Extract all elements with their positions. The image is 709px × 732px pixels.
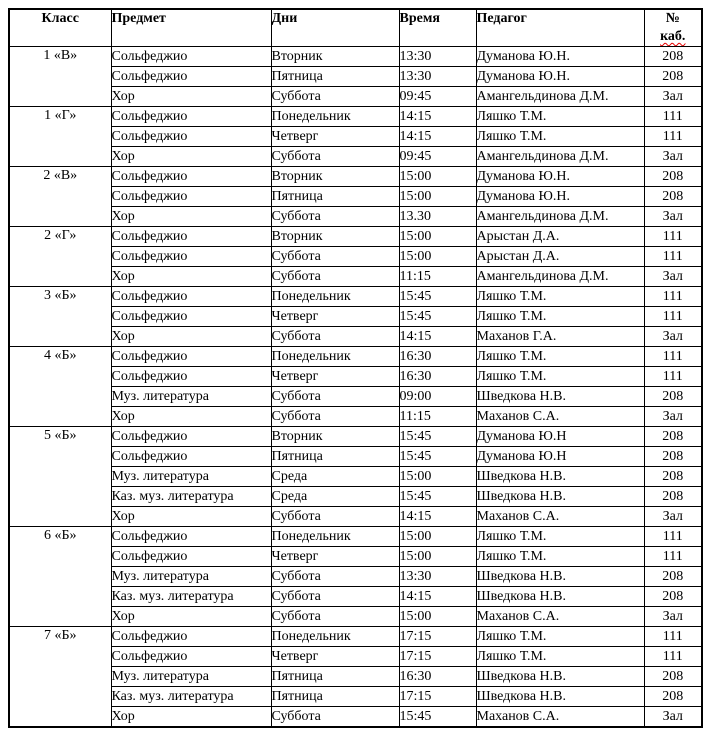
room-cell: Зал bbox=[644, 707, 702, 728]
day-cell: Понедельник bbox=[271, 627, 399, 647]
teacher-cell: Думанова Ю.Н. bbox=[476, 67, 644, 87]
subject-cell: Муз. литература bbox=[111, 387, 271, 407]
time-cell: 15:45 bbox=[399, 707, 476, 728]
class-cell: 4 «Б» bbox=[9, 347, 111, 427]
subject-cell: Сольфеджио bbox=[111, 107, 271, 127]
teacher-cell: Маханов С.А. bbox=[476, 507, 644, 527]
room-cell: 111 bbox=[644, 627, 702, 647]
schedule-table bbox=[8, 8, 703, 728]
time-cell: 15:00 bbox=[399, 167, 476, 187]
teacher-cell: Амангельдинова Д.М. bbox=[476, 267, 644, 287]
time-cell: 15:00 bbox=[399, 467, 476, 487]
teacher-cell: Амангельдинова Д.М. bbox=[476, 87, 644, 107]
teacher-cell: Маханов С.А. bbox=[476, 407, 644, 427]
subject-cell: Каз. муз. литература bbox=[111, 487, 271, 507]
subject-cell: Сольфеджио bbox=[111, 47, 271, 67]
header-row bbox=[9, 9, 702, 47]
subject-cell: Хор bbox=[111, 327, 271, 347]
room-cell: 208 bbox=[644, 427, 702, 447]
time-cell: 17:15 bbox=[399, 647, 476, 667]
schedule-header bbox=[9, 9, 702, 47]
day-cell: Суббота bbox=[271, 247, 399, 267]
table-row bbox=[9, 367, 702, 387]
table-row bbox=[9, 447, 702, 467]
day-cell: Пятница bbox=[271, 447, 399, 467]
table-row bbox=[9, 67, 702, 87]
day-cell: Суббота bbox=[271, 707, 399, 728]
subject-cell: Хор bbox=[111, 87, 271, 107]
room-cell: 111 bbox=[644, 547, 702, 567]
teacher-cell: Шведкова Н.В. bbox=[476, 487, 644, 507]
table-row bbox=[9, 307, 702, 327]
table-row bbox=[9, 507, 702, 527]
subject-cell: Сольфеджио bbox=[111, 547, 271, 567]
day-cell: Понедельник bbox=[271, 287, 399, 307]
table-row bbox=[9, 287, 702, 307]
room-cell: Зал bbox=[644, 507, 702, 527]
teacher-cell: Думанова Ю.Н. bbox=[476, 187, 644, 207]
teacher-cell: Ляшко Т.М. bbox=[476, 127, 644, 147]
table-row bbox=[9, 107, 702, 127]
class-cell: 3 «Б» bbox=[9, 287, 111, 347]
teacher-cell: Ляшко Т.М. bbox=[476, 647, 644, 667]
room-cell: 208 bbox=[644, 187, 702, 207]
teacher-cell: Амангельдинова Д.М. bbox=[476, 207, 644, 227]
room-cell: Зал bbox=[644, 87, 702, 107]
time-cell: 15:00 bbox=[399, 227, 476, 247]
table-row bbox=[9, 567, 702, 587]
class-cell: 2 «В» bbox=[9, 167, 111, 227]
room-cell: 111 bbox=[644, 347, 702, 367]
room-cell: 208 bbox=[644, 47, 702, 67]
day-cell: Вторник bbox=[271, 227, 399, 247]
room-cell: 111 bbox=[644, 367, 702, 387]
teacher-cell: Ляшко Т.М. bbox=[476, 307, 644, 327]
subject-cell: Сольфеджио bbox=[111, 647, 271, 667]
subject-cell: Хор bbox=[111, 607, 271, 627]
table-row bbox=[9, 187, 702, 207]
time-cell: 17:15 bbox=[399, 627, 476, 647]
day-cell: Понедельник bbox=[271, 347, 399, 367]
teacher-cell: Арыстан Д.А. bbox=[476, 227, 644, 247]
teacher-cell: Думанова Ю.Н bbox=[476, 447, 644, 467]
teacher-cell: Ляшко Т.М. bbox=[476, 367, 644, 387]
subject-cell: Хор bbox=[111, 147, 271, 167]
subject-cell: Хор bbox=[111, 507, 271, 527]
table-row bbox=[9, 47, 702, 67]
time-cell: 16:30 bbox=[399, 667, 476, 687]
day-cell: Пятница bbox=[271, 687, 399, 707]
table-row bbox=[9, 227, 702, 247]
teacher-cell: Думанова Ю.Н. bbox=[476, 167, 644, 187]
table-row bbox=[9, 427, 702, 447]
day-cell: Понедельник bbox=[271, 527, 399, 547]
room-cell: Зал bbox=[644, 327, 702, 347]
header-room bbox=[644, 9, 702, 47]
day-cell: Суббота bbox=[271, 87, 399, 107]
day-cell: Суббота bbox=[271, 407, 399, 427]
day-cell: Четверг bbox=[271, 367, 399, 387]
class-cell: 1 «Г» bbox=[9, 107, 111, 167]
table-row bbox=[9, 547, 702, 567]
time-cell: 15:00 bbox=[399, 547, 476, 567]
day-cell: Четверг bbox=[271, 307, 399, 327]
room-cell: Зал bbox=[644, 147, 702, 167]
room-cell: 111 bbox=[644, 127, 702, 147]
table-row bbox=[9, 247, 702, 267]
room-cell: 111 bbox=[644, 287, 702, 307]
table-row bbox=[9, 687, 702, 707]
room-cell: Зал bbox=[644, 207, 702, 227]
room-cell: 111 bbox=[644, 647, 702, 667]
subject-cell: Муз. литература bbox=[111, 667, 271, 687]
header-room-line2: каб. bbox=[660, 29, 686, 44]
class-cell: 1 «В» bbox=[9, 47, 111, 107]
subject-cell: Сольфеджио bbox=[111, 227, 271, 247]
teacher-cell: Шведкова Н.В. bbox=[476, 567, 644, 587]
teacher-cell: Маханов С.А. bbox=[476, 607, 644, 627]
table-row bbox=[9, 87, 702, 107]
subject-cell: Сольфеджио bbox=[111, 187, 271, 207]
time-cell: 14:15 bbox=[399, 107, 476, 127]
room-cell: Зал bbox=[644, 407, 702, 427]
teacher-cell: Ляшко Т.М. bbox=[476, 287, 644, 307]
room-cell: 111 bbox=[644, 247, 702, 267]
room-cell: 111 bbox=[644, 107, 702, 127]
room-cell: 208 bbox=[644, 387, 702, 407]
teacher-cell: Маханов С.А. bbox=[476, 707, 644, 728]
header-day: Дни bbox=[271, 9, 399, 47]
room-cell: 208 bbox=[644, 567, 702, 587]
subject-cell: Хор bbox=[111, 407, 271, 427]
time-cell: 17:15 bbox=[399, 687, 476, 707]
time-cell: 13.30 bbox=[399, 207, 476, 227]
table-row bbox=[9, 627, 702, 647]
subject-cell: Хор bbox=[111, 707, 271, 728]
time-cell: 13:30 bbox=[399, 47, 476, 67]
day-cell: Вторник bbox=[271, 47, 399, 67]
time-cell: 09:45 bbox=[399, 147, 476, 167]
room-cell: 208 bbox=[644, 467, 702, 487]
time-cell: 15:00 bbox=[399, 247, 476, 267]
table-row bbox=[9, 467, 702, 487]
day-cell: Понедельник bbox=[271, 107, 399, 127]
teacher-cell: Амангельдинова Д.М. bbox=[476, 147, 644, 167]
header-subject: Предмет bbox=[111, 9, 271, 47]
header-time: Время bbox=[399, 9, 476, 47]
day-cell: Пятница bbox=[271, 67, 399, 87]
table-row bbox=[9, 147, 702, 167]
day-cell: Суббота bbox=[271, 567, 399, 587]
table-row bbox=[9, 167, 702, 187]
day-cell: Вторник bbox=[271, 427, 399, 447]
subject-cell: Каз. муз. литература bbox=[111, 587, 271, 607]
day-cell: Четверг bbox=[271, 547, 399, 567]
time-cell: 15:45 bbox=[399, 487, 476, 507]
room-cell: 208 bbox=[644, 687, 702, 707]
subject-cell: Сольфеджио bbox=[111, 627, 271, 647]
document-page bbox=[8, 8, 703, 728]
day-cell: Суббота bbox=[271, 587, 399, 607]
time-cell: 09:45 bbox=[399, 87, 476, 107]
teacher-cell: Шведкова Н.В. bbox=[476, 687, 644, 707]
teacher-cell: Шведкова Н.В. bbox=[476, 387, 644, 407]
table-row bbox=[9, 407, 702, 427]
time-cell: 15:00 bbox=[399, 187, 476, 207]
table-row bbox=[9, 207, 702, 227]
time-cell: 16:30 bbox=[399, 347, 476, 367]
room-cell: 208 bbox=[644, 587, 702, 607]
subject-cell: Сольфеджио bbox=[111, 247, 271, 267]
schedule-body bbox=[9, 47, 702, 728]
teacher-cell: Шведкова Н.В. bbox=[476, 587, 644, 607]
class-cell: 5 «Б» bbox=[9, 427, 111, 527]
table-row bbox=[9, 607, 702, 627]
header-room-line1: № bbox=[665, 11, 680, 26]
day-cell: Суббота bbox=[271, 387, 399, 407]
time-cell: 13:30 bbox=[399, 567, 476, 587]
room-cell: 208 bbox=[644, 167, 702, 187]
table-row bbox=[9, 527, 702, 547]
time-cell: 15:00 bbox=[399, 607, 476, 627]
table-row bbox=[9, 347, 702, 367]
subject-cell: Сольфеджио bbox=[111, 67, 271, 87]
room-cell: 208 bbox=[644, 487, 702, 507]
teacher-cell: Шведкова Н.В. bbox=[476, 467, 644, 487]
room-cell: Зал bbox=[644, 267, 702, 287]
subject-cell: Каз. муз. литература bbox=[111, 687, 271, 707]
time-cell: 14:15 bbox=[399, 587, 476, 607]
subject-cell: Сольфеджио bbox=[111, 287, 271, 307]
header-teacher: Педагог bbox=[476, 9, 644, 47]
table-row bbox=[9, 267, 702, 287]
teacher-cell: Ляшко Т.М. bbox=[476, 527, 644, 547]
table-row bbox=[9, 667, 702, 687]
day-cell: Среда bbox=[271, 487, 399, 507]
teacher-cell: Думанова Ю.Н. bbox=[476, 47, 644, 67]
teacher-cell: Арыстан Д.А. bbox=[476, 247, 644, 267]
day-cell: Пятница bbox=[271, 187, 399, 207]
subject-cell: Сольфеджио bbox=[111, 527, 271, 547]
subject-cell: Муз. литература bbox=[111, 567, 271, 587]
subject-cell: Сольфеджио bbox=[111, 307, 271, 327]
room-cell: 208 bbox=[644, 667, 702, 687]
day-cell: Суббота bbox=[271, 207, 399, 227]
table-row bbox=[9, 127, 702, 147]
subject-cell: Сольфеджио bbox=[111, 447, 271, 467]
subject-cell: Муз. литература bbox=[111, 467, 271, 487]
teacher-cell: Ляшко Т.М. bbox=[476, 547, 644, 567]
day-cell: Суббота bbox=[271, 607, 399, 627]
table-row bbox=[9, 327, 702, 347]
room-cell: Зал bbox=[644, 607, 702, 627]
header-class: Класс bbox=[9, 9, 111, 47]
room-cell: 111 bbox=[644, 307, 702, 327]
time-cell: 14:15 bbox=[399, 127, 476, 147]
subject-cell: Сольфеджио bbox=[111, 127, 271, 147]
time-cell: 11:15 bbox=[399, 407, 476, 427]
table-row bbox=[9, 587, 702, 607]
room-cell: 208 bbox=[644, 67, 702, 87]
teacher-cell: Ляшко Т.М. bbox=[476, 627, 644, 647]
subject-cell: Сольфеджио bbox=[111, 427, 271, 447]
day-cell: Среда bbox=[271, 467, 399, 487]
subject-cell: Хор bbox=[111, 207, 271, 227]
room-cell: 111 bbox=[644, 227, 702, 247]
teacher-cell: Шведкова Н.В. bbox=[476, 667, 644, 687]
time-cell: 13:30 bbox=[399, 67, 476, 87]
time-cell: 11:15 bbox=[399, 267, 476, 287]
time-cell: 15:45 bbox=[399, 427, 476, 447]
room-cell: 111 bbox=[644, 527, 702, 547]
day-cell: Суббота bbox=[271, 147, 399, 167]
time-cell: 09:00 bbox=[399, 387, 476, 407]
time-cell: 15:45 bbox=[399, 447, 476, 467]
class-cell: 7 «Б» bbox=[9, 627, 111, 728]
teacher-cell: Думанова Ю.Н bbox=[476, 427, 644, 447]
class-cell: 6 «Б» bbox=[9, 527, 111, 627]
time-cell: 14:15 bbox=[399, 327, 476, 347]
subject-cell: Сольфеджио bbox=[111, 167, 271, 187]
time-cell: 15:45 bbox=[399, 287, 476, 307]
teacher-cell: Маханов Г.А. bbox=[476, 327, 644, 347]
day-cell: Четверг bbox=[271, 127, 399, 147]
day-cell: Суббота bbox=[271, 507, 399, 527]
day-cell: Суббота bbox=[271, 327, 399, 347]
table-row bbox=[9, 707, 702, 728]
day-cell: Четверг bbox=[271, 647, 399, 667]
subject-cell: Сольфеджио bbox=[111, 367, 271, 387]
table-row bbox=[9, 387, 702, 407]
room-cell: 208 bbox=[644, 447, 702, 467]
subject-cell: Сольфеджио bbox=[111, 347, 271, 367]
day-cell: Пятница bbox=[271, 667, 399, 687]
subject-cell: Хор bbox=[111, 267, 271, 287]
time-cell: 14:15 bbox=[399, 507, 476, 527]
teacher-cell: Ляшко Т.М. bbox=[476, 107, 644, 127]
class-cell: 2 «Г» bbox=[9, 227, 111, 287]
table-row bbox=[9, 487, 702, 507]
table-row bbox=[9, 647, 702, 667]
day-cell: Вторник bbox=[271, 167, 399, 187]
time-cell: 15:00 bbox=[399, 527, 476, 547]
teacher-cell: Ляшко Т.М. bbox=[476, 347, 644, 367]
time-cell: 16:30 bbox=[399, 367, 476, 387]
time-cell: 15:45 bbox=[399, 307, 476, 327]
day-cell: Суббота bbox=[271, 267, 399, 287]
